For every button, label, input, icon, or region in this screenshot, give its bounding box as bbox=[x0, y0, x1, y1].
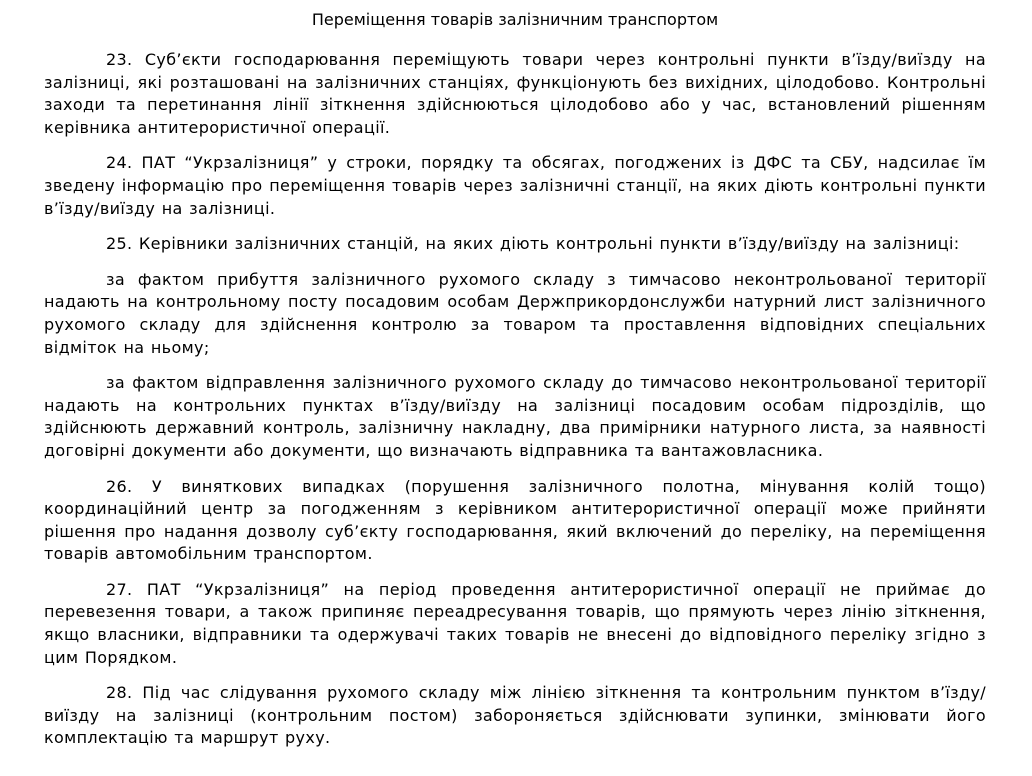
paragraph-27: 27. ПАТ “Укрзалізниця” на період проведення антитерористичної операції не приймає до перевезення товари, а також припиняє переадресування товарів, що прямують через лінію зіткнення, якщо власники, відправники та одержувачі таких товарів не внесені до відповідного переліку згідно з цим Порядком. bbox=[44, 579, 986, 667]
section-title: Переміщення товарів залізничним транспортом bbox=[311, 10, 719, 29]
paragraph-25-arrival: за фактом прибуття залізничного рухомого складу з тимчасово неконтрольованої території надають на контрольному посту посадовим особам Держприкордонслужби натурний лист залізничного рухомого складу для здійснення контролю за товаром та проставлення відповідних спеціальних відміток на ньому; bbox=[44, 269, 986, 357]
paragraph-26: 26. У виняткових випадках (порушення залізничного полотна, мінування колій тощо) координаційний центр за погодженням з керівником антитерористичної операції може прийняти рішення про надання дозволу суб’єкту господарювання, який включений до переліку, на переміщення товарів автомобільним транспортом. bbox=[44, 476, 986, 564]
paragraph-25-departure: за фактом відправлення залізничного рухомого складу до тимчасово неконтрольованої території надають на контрольних пунктах в’їзду/виїзду на залізниці посадовим особам підрозділів, що здійснюють державний контроль, залізничну накладну, два примірники натурного листа, за наявності договірні документи або документи, що визначають відправника та вантажовласника. bbox=[44, 373, 986, 460]
paragraph-23: 23. Суб’єкти господарювання переміщують товари через контрольні пункти в’їзду/виїзду на залізниці, які розташовані на залізничних станціях, функціонують без вихідних, цілодобово. Контрольні заходи та перетинання лінії зіткнення здійснюються цілодобово або у час, встановлений рішенням керівника антитерористичної операції. bbox=[44, 50, 986, 137]
paragraph-25: 25. Керівники залізничних станцій, на яких діють контрольні пункти в’їзду/виїзду на залізниці: bbox=[106, 234, 960, 254]
paragraph-28: 28. Під час слідування рухомого складу між лінією зіткнення та контрольним пунктом в’їзду/виїзду на залізниці (контрольним постом) забороняється здійснювати зупинки, змінювати його комплектацію та маршрут руху. bbox=[44, 683, 986, 748]
paragraph-24: 24. ПАТ “Укрзалізниця” у строки, порядку та обсягах, погоджених із ДФС та СБУ, надсилає їм зведену інформацію про переміщення товарів через залізничні станції, на яких діють контрольні пункти в’їзду/виїзду на залізниці. bbox=[44, 153, 986, 218]
